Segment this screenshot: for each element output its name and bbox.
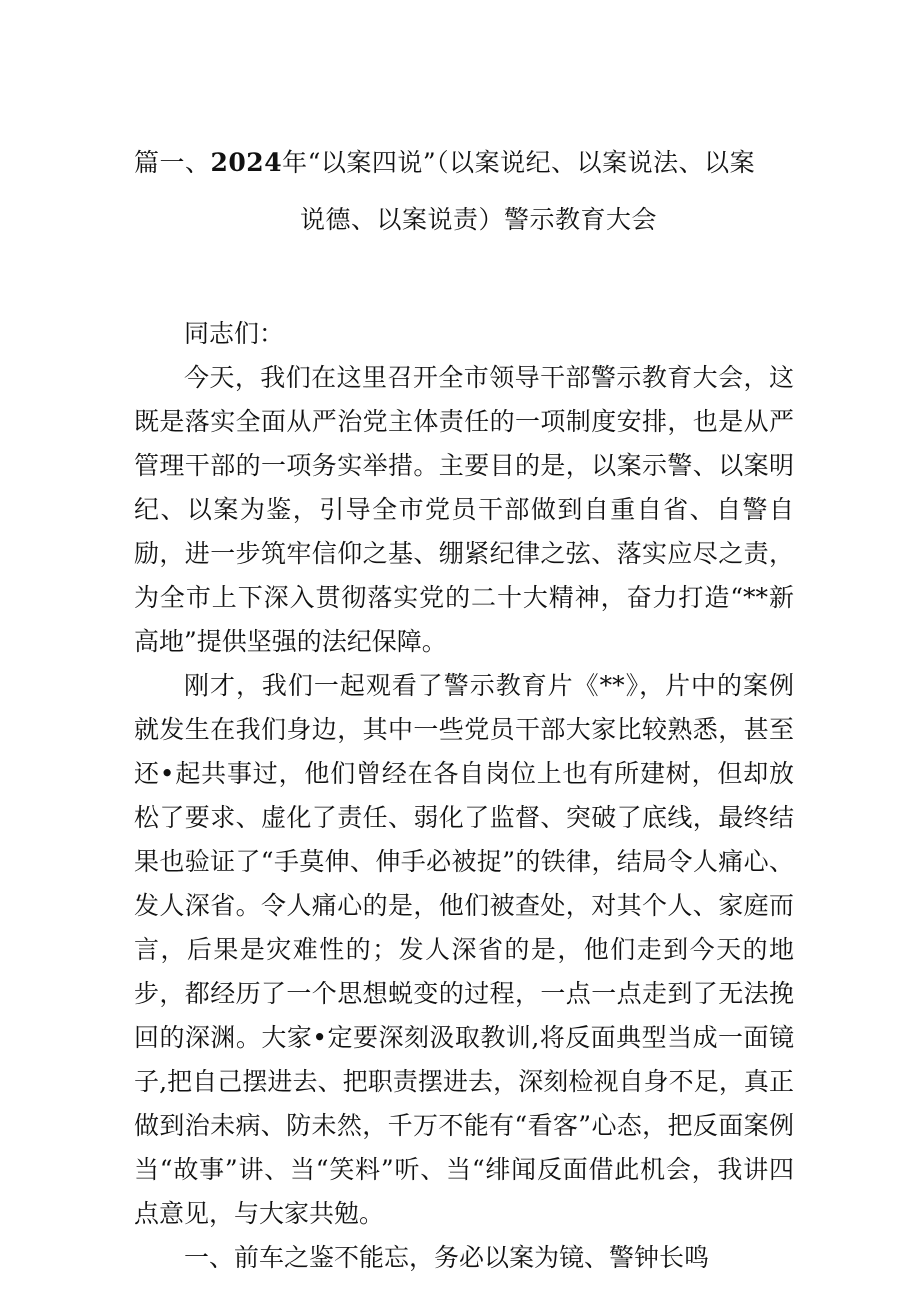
document-title-line-1 <box>134 148 794 178</box>
document-title-line-2: 说德、以案说责）警示教育大会 <box>300 205 658 234</box>
paragraph-2: 刚才，我们一起观看了警示教育片《**》，片中的案例就发生在我们身边，其中一些党员干部大家比较熟悉，甚至还•起共事过，他们曾经在各自岗位上也有所建树，但却放松了要求、虚化了责任、弱化了监督、突破了底线，最终结果也验证了“手莫伸、伸手必被捉”的铁律，结局令人痛心、发人深省。令人痛心的是，他们被查处，对其个人、家庭而言，后果是灾难性的；发人深省的是，他们走到今天的地步，都经历了一个思想蜕变的过程，一点一点走到了无法挽回的深渊。大家•定要深刻汲取教训,将反面典型当成一面镜子,把自己摆进去、把职责摆进去，深刻检视自身不足，真正做到治未病、防未然，千万不能有“看客”心态，把反面案例当“故事”讲、当“笑料”听、当“绯闻反面借此机会，我讲四点意见，与大家共勉。 <box>134 671 794 1228</box>
salutation: 同志们： <box>184 319 285 348</box>
title-year: 2024 <box>210 148 283 177</box>
title-prefix: 篇一、 <box>134 148 211 177</box>
document-body <box>134 312 794 1280</box>
title-rest: 年“以案四说”（以案说纪、以案说法、以案 <box>282 148 756 177</box>
paragraph-1: 今天，我们在这里召开全市领导干部警示教育大会，这既是落实全面从严治党主体责任的一项制度安排，也是从严管理干部的一项务实举措。主要目的是，以案示警、以案明纪、以案为鉴，引导全市党员干部做到自重自省、自警自励，进一步筑牢信仰之基、绷紧纪律之弦、落实应尽之责，为全市上下深入贯彻落实党的二十大精神，奋力打造“**新高地”提供坚强的法纪保障。 <box>134 363 794 656</box>
section-heading: 一、前车之鉴不能忘，务必以案为镜、警钟长鸣 <box>184 1243 710 1272</box>
